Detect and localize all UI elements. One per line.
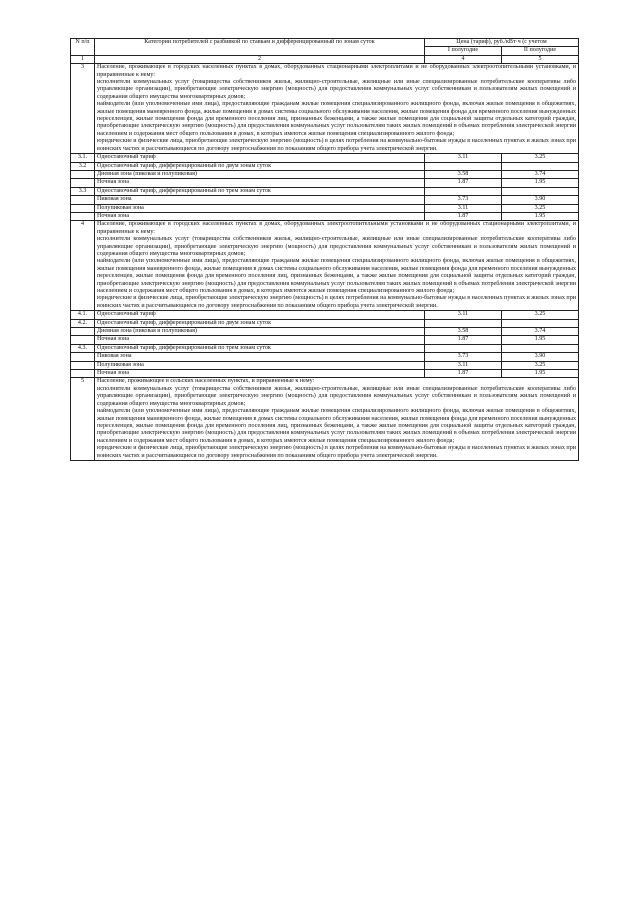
price-half-2 <box>502 162 579 170</box>
row-label: Ночная зона <box>95 370 425 378</box>
row-label: Одноставочный тариф, дифференцированный по трем зонам суток <box>95 344 425 352</box>
tariff-row <box>71 204 579 212</box>
row-number <box>71 361 95 369</box>
description-paragraph: исполнители коммунальных услуг (товарищества собственников жилья, жилищно-строительные, жилищные или иные специализированные потребительские кооперативы либо управляющие организации), приобретающие электрическую энергию (мощность) для предоставления коммунальных услуг собственникам и пользователям жилых помещений и содержания общего имущества многоквартирных домов; <box>97 79 576 100</box>
price-half-1 <box>425 187 502 195</box>
price-half-1: 1.87 <box>425 336 502 344</box>
row-label: Одноставочный тариф, дифференцированный по двум зонам суток <box>95 319 425 327</box>
tariff-row <box>71 361 579 369</box>
price-half-2: 3.90 <box>502 353 579 361</box>
tariff-row <box>71 154 579 162</box>
price-half-1 <box>425 344 502 352</box>
row-label: Одноставочный тариф <box>95 311 425 319</box>
description-paragraph: наймодатели (или уполномоченные ими лица), предоставляющие гражданам жилые помещения специализированного жилищного фонда, включая жилые помещения в общежитиях, жилые помещения маневренного фонда, жилые помещения в домах системы социального обслуживания населения, жилые помещения фонда для временного поселения вынужденных переселенцев, жилые помещения фонда для временного поселения лиц, признанных беженцами, а также жилые помещения для социальной защиты отдельных категорий граждан, приобретающие электрическую энергию (мощность) для предоставления коммунальных услуг пользователям таких жилых помещений в объемах потребления электрической энергии населением и содержания мест общего пользования в домах, в которых имеются жилые помещения специализированного жилого фонда; <box>97 101 576 137</box>
column-index-row <box>71 55 579 63</box>
section-description <box>95 64 579 154</box>
row-label: Полупиковая зона <box>95 361 425 369</box>
tariff-table <box>70 38 579 461</box>
tariff-row <box>71 170 579 178</box>
description-paragraph: Население, проживающее в городских населенных пунктах в домах, оборудованных стационарными электроплитами и не оборудованных электроотопительными установками, и приравненные к нему: <box>97 64 576 78</box>
tariff-table-body <box>71 39 579 461</box>
price-half-1: 3.11 <box>425 311 502 319</box>
price-half-1: 3.58 <box>425 328 502 336</box>
section-number: 4 <box>71 221 95 311</box>
description-paragraph: юридические и физические лица, приобретающие электрическую энергию (мощность) в целях потребления на коммунально-бытовые нужды в населенных пунктах и жилых зонах при воинских частях и рассчитывающиеся по договору энергоснабжения по показаниям общего прибора учета электрической энергии. <box>97 445 576 459</box>
section-description <box>95 221 579 311</box>
row-number <box>71 196 95 204</box>
description-paragraph: Население, проживающее в сельских населенных пунктах, и приравненные к нему: <box>97 378 315 385</box>
section-number: 5 <box>71 378 95 460</box>
tariff-row <box>71 319 579 327</box>
tariff-row <box>71 196 579 204</box>
price-half-1: 3.73 <box>425 196 502 204</box>
price-half-2: 3.74 <box>502 328 579 336</box>
price-half-1: 1.87 <box>425 370 502 378</box>
price-half-1: 3.11 <box>425 154 502 162</box>
price-half-2: 3.90 <box>502 196 579 204</box>
row-number <box>71 353 95 361</box>
description-paragraph: юридические и физические лица, приобретающие электрическую энергию (мощность) в целях потребления на коммунально-бытовые нужды в населенных пунктах и жилых зонах при воинских частях и рассчитывающиеся по договору энергоснабжения по показаниям общего прибора учета электрической энергии. <box>97 295 576 309</box>
row-number <box>71 212 95 220</box>
header-num: N п/п <box>71 39 95 56</box>
row-label: Ночная зона <box>95 179 425 187</box>
row-number: 3.3 <box>71 187 95 195</box>
column-index: 4 <box>425 55 502 63</box>
description-paragraph: исполнители коммунальных услуг (товарищества собственников жилья, жилищно-строительные, жилищные или иные специализированные потребительские кооперативы либо управляющие организации), приобретающие электрическую энергию (мощность) для предоставления коммунальных услуг собственникам и пользователям жилых помещений и содержания общего имущества многоквартирных домов; <box>97 385 576 407</box>
price-half-1: 1.87 <box>425 179 502 187</box>
price-half-2: 1.95 <box>502 370 579 378</box>
header-half-2: II полугодие <box>502 47 579 55</box>
price-half-1: 3.11 <box>425 204 502 212</box>
description-paragraph: юридические и физические лица, приобретающие электрическую энергию (мощность) в целях потребления на коммунально-бытовые нужды в населенных пунктах и жилых зонах при воинских частях и рассчитывающиеся по договору энергоснабжения по показаниям общего прибора учета электрической энергии. <box>97 138 576 152</box>
row-number <box>71 170 95 178</box>
tariff-row <box>71 344 579 352</box>
price-half-2: 3.74 <box>502 170 579 178</box>
price-half-1: 3.73 <box>425 353 502 361</box>
price-half-2 <box>502 344 579 352</box>
header-price: Цена (тариф), руб./кВт·ч (с учетом <box>425 39 579 47</box>
tariff-row <box>71 336 579 344</box>
tariff-row <box>71 212 579 220</box>
description-paragraph: наймодатели (или уполномоченные ими лица), предоставляющие гражданам жилые помещения специализированного жилищного фонда, включая жилые помещения в общежитиях, жилые помещения маневренного фонда, жилые помещения в домах системы социального обслуживания населения, жилые помещения фонда для временного поселения вынужденных переселенцев, жилые помещения фонда для временного поселения лиц, признанных беженцами, а также жилые помещения для социальной защиты отдельных категорий граждан, приобретающие электрическую энергию (мощность) для предоставления коммунальных услуг пользователям таких жилых помещений в объемах потребления электрической энергии населением и содержания мест общего пользования в домах, в которых имеются жилые помещения специализированного жилого фонда; <box>97 258 576 294</box>
column-index: 5 <box>502 55 579 63</box>
row-number <box>71 204 95 212</box>
row-number <box>71 370 95 378</box>
price-half-2: 1.95 <box>502 179 579 187</box>
price-half-2 <box>502 187 579 195</box>
row-label: Полупиковая зона <box>95 204 425 212</box>
price-half-1: 3.11 <box>425 361 502 369</box>
tariff-row <box>71 353 579 361</box>
row-number: 4.2. <box>71 319 95 327</box>
tariff-row <box>71 328 579 336</box>
row-label: Пиковая зона <box>95 196 425 204</box>
section-row <box>71 64 579 154</box>
row-number <box>71 336 95 344</box>
row-number: 4.3. <box>71 344 95 352</box>
price-half-2: 3.25 <box>502 204 579 212</box>
price-half-2: 1.95 <box>502 212 579 220</box>
price-half-1: 1.87 <box>425 212 502 220</box>
row-label: Дневная зона (пиковая и полупиковая) <box>95 328 425 336</box>
section-number: 3 <box>71 64 95 154</box>
row-number <box>71 328 95 336</box>
description-paragraph: исполнители коммунальных услуг (товарищества собственников жилья, жилищно-строительные, жилищные или иные специализированные потребительские кооперативы либо управляющие организации), приобретающие электрическую энергию (мощность) для предоставления коммунальных услуг собственникам и пользователям жилых помещений и содержания общего имущества многоквартирных домов; <box>97 236 576 257</box>
price-half-1: 3.58 <box>425 170 502 178</box>
column-index: 1 <box>71 55 95 63</box>
tariff-row <box>71 187 579 195</box>
tariff-row <box>71 311 579 319</box>
section-description <box>95 378 579 460</box>
row-number: 3.2 <box>71 162 95 170</box>
description-paragraph: Население, проживающее в городских населенных пунктах в домах, оборудованных электроотопительными установками и не оборудованных стационарными электроплитами, и приравненные к нему: <box>97 221 576 235</box>
section-row <box>71 378 579 460</box>
row-label: Ночная зона <box>95 336 425 344</box>
tariff-row <box>71 370 579 378</box>
price-half-2: 3.25 <box>502 311 579 319</box>
price-half-2: 3.25 <box>502 361 579 369</box>
header-category: Категории потребителей с разбивкой по ставкам и дифференцированный по зонам суток <box>95 39 425 56</box>
tariff-page <box>70 38 578 461</box>
price-half-1 <box>425 162 502 170</box>
price-half-2: 3.25 <box>502 154 579 162</box>
row-label: Пиковая зона <box>95 353 425 361</box>
row-label: Одноставочный тариф, дифференцированный по двум зонам суток <box>95 162 425 170</box>
row-label: Ночная зона <box>95 212 425 220</box>
column-index: 2 <box>95 55 425 63</box>
row-number <box>71 179 95 187</box>
description-paragraph: наймодатели (или уполномоченные ими лица), предоставляющие гражданам жилые помещения специализированного жилищного фонда, включая жилые помещения в общежитиях, жилые помещения маневренного фонда, жилые помещения в домах системы социального обслуживания населения, жилые помещения фонда для временного поселения вынужденных переселенцев, жилые помещения фонда для временного поселения лиц, признанных беженцами, а также жилые помещения для социальной защиты отдельных категорий граждан, приобретающие электрическую энергию (мощность) для предоставления коммунальных услуг пользователям таких жилых помещений в объемах потребления электрической энергии населением и содержания мест общего пользования в домах, в которых имеются жилые помещения специализированного жилого фонда; <box>97 408 576 444</box>
header-row <box>71 39 579 47</box>
row-label: Одноставочный тариф <box>95 154 425 162</box>
section-row <box>71 221 579 311</box>
header-half-1: I полугодие <box>425 47 502 55</box>
tariff-row <box>71 179 579 187</box>
tariff-row <box>71 162 579 170</box>
row-number: 4.1. <box>71 311 95 319</box>
row-label: Одноставочный тариф, дифференцированный по трем зонам суток <box>95 187 425 195</box>
price-half-1 <box>425 319 502 327</box>
row-label: Дневная зона (пиковая и полупиковая) <box>95 170 425 178</box>
price-half-2 <box>502 319 579 327</box>
price-half-2: 1.95 <box>502 336 579 344</box>
row-number: 3.1. <box>71 154 95 162</box>
